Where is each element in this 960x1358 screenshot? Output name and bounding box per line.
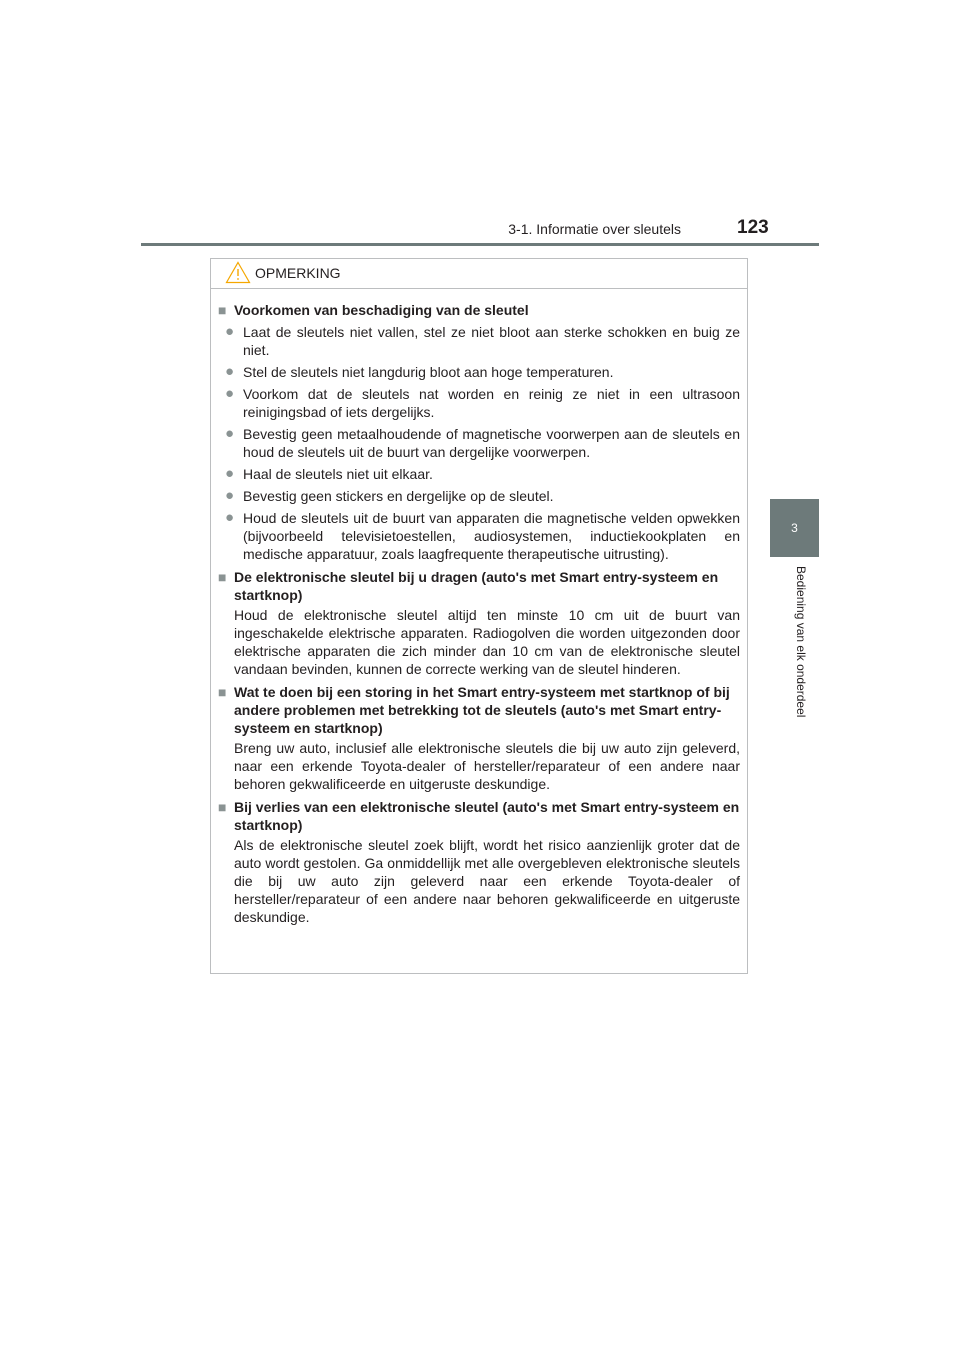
header-section-title: 3-1. Informatie over sleutels — [508, 221, 681, 237]
section-title: ■ Bij verlies van een elektronische sleutel (auto's met Smart entry-systeem en startknop) — [218, 799, 740, 833]
note-box — [210, 258, 748, 974]
chapter-tab — [770, 499, 819, 557]
list-item: ● Bevestig geen metaalhoudende of magnetische voorwerpen aan de sleutels en houd de sleutels uit de buurt van dergelijke voorwerpen. — [218, 425, 740, 461]
list-item: ● Stel de sleutels niet langdurig bloot aan hoge temperaturen. — [218, 363, 740, 381]
section-title: ■ De elektronische sleutel bij u dragen (auto's met Smart entry-systeem en startknop) — [218, 569, 719, 603]
section-text: Als de elektronische sleutel zoek blijft, wordt het risico aanzienlijk groter dat de auto wordt gestolen. Ga onmiddellijk met alle overgebleven elektronische sleutels die bij uw auto zijn geleverd naar een erkende Toyota-dealer of hersteller/reparateur of een andere naar behoren gekwalificeerde en uitgeruste deskundige. — [234, 837, 740, 925]
square-bullet-icon: ■ — [218, 684, 227, 700]
square-bullet-icon: ■ — [218, 569, 227, 585]
list-item: ● Laat de sleutels niet vallen, stel ze niet bloot aan sterke schokken en buig ze niet. — [218, 323, 740, 359]
chapter-tab-label: Bediening van elk onderdeel — [794, 566, 808, 718]
warning-triangle-icon — [225, 261, 251, 284]
note-title: OPMERKING — [255, 265, 341, 281]
round-bullet-icon: ● — [225, 487, 235, 504]
note-header — [211, 259, 747, 289]
list-item: ● Voorkom dat de sleutels nat worden en reinig ze niet in een ultrasoon reinigingsbad of iets dergelijks. — [218, 385, 740, 421]
header-rule — [141, 243, 819, 246]
round-bullet-icon: ● — [225, 363, 235, 380]
section-text: Breng uw auto, inclusief alle elektronische sleutels die bij uw auto zijn geleverd, naar een erkende Toyota-dealer of hersteller/reparateur of een andere naar behoren gekwalificeerde en uitgeruste deskundige. — [234, 740, 740, 792]
chapter-tab-number: 3 — [791, 521, 798, 535]
round-bullet-icon: ● — [225, 465, 235, 482]
section-title: ■ Voorkomen van beschadiging van de sleutel — [218, 302, 529, 318]
square-bullet-icon: ■ — [218, 799, 227, 815]
list-item: ● Houd de sleutels uit de buurt van apparaten die magnetische velden opwekken (bijvoorbeeld televisietoestellen, audiosystemen, inductiekookplaten en medische apparatuur, zoals laagfrequente therapeutische uitrusting). — [218, 509, 740, 563]
square-bullet-icon: ■ — [218, 302, 227, 318]
page-number: 123 — [737, 217, 769, 238]
note-body — [211, 289, 747, 926]
round-bullet-icon: ● — [225, 385, 235, 402]
section-text: Houd de elektronische sleutel altijd ten minste 10 cm uit de buurt van ingeschakelde elektrische apparaten. Radiogolven die worden uitgezonden door elektrische apparaten die zich minder dan 10 cm van de elektronische sleutel vandaan bevinden, kunnen de correcte werking van de sleutel hinderen. — [234, 607, 740, 677]
section-title: ■ Wat te doen bij een storing in het Smart entry-systeem met startknop of bij andere problemen met betrekking tot de sleutels (auto's met Smart entry-systeem en startknop) — [218, 684, 730, 736]
round-bullet-icon: ● — [225, 425, 235, 442]
round-bullet-icon: ● — [225, 323, 235, 340]
list-item: ● Bevestig geen stickers en dergelijke op de sleutel. — [218, 487, 740, 505]
list-item: ● Haal de sleutels niet uit elkaar. — [218, 465, 740, 483]
round-bullet-icon: ● — [225, 509, 235, 526]
